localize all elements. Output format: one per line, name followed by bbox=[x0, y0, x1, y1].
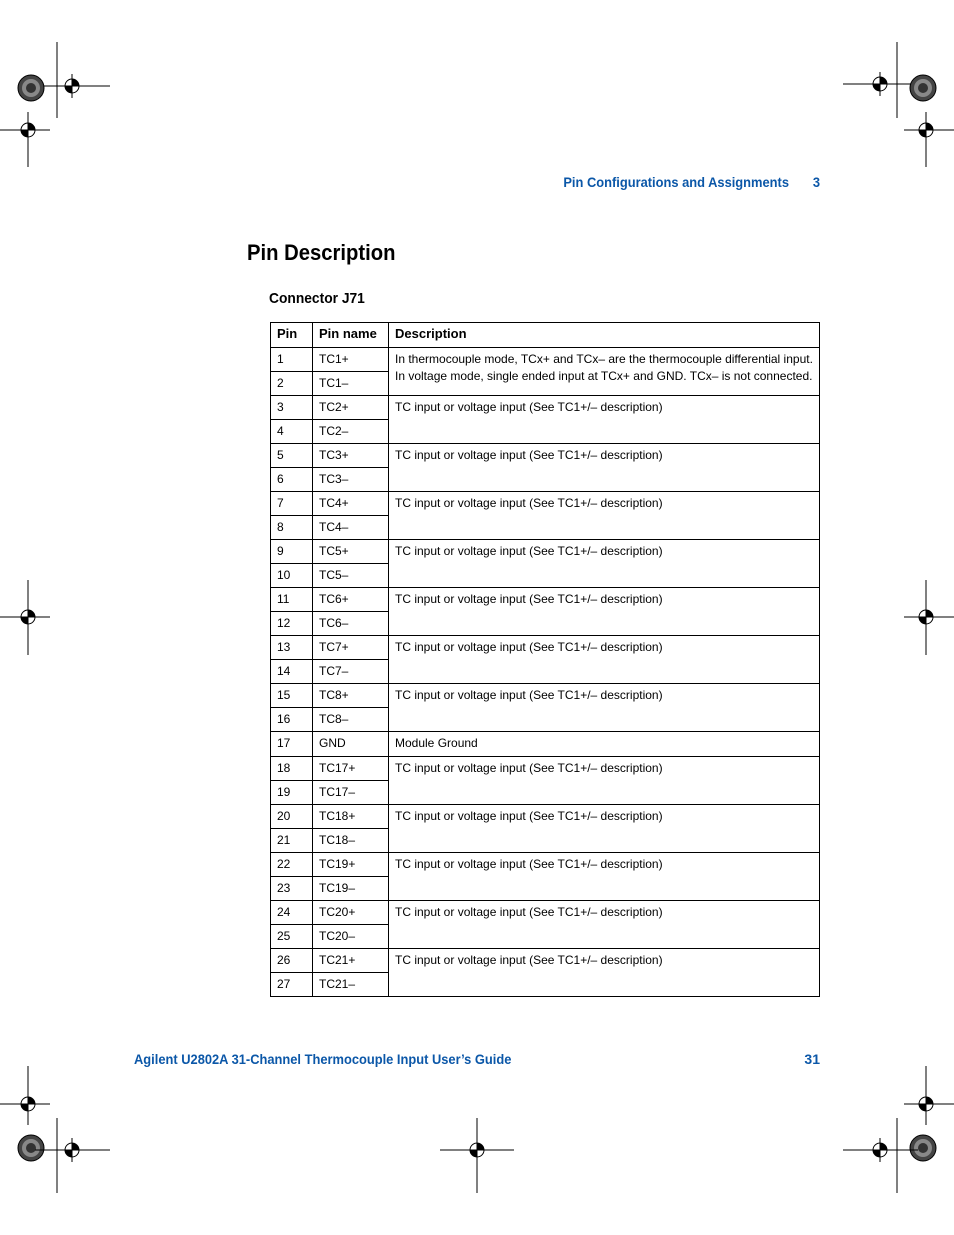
pin-name-cell: TC7+ bbox=[313, 636, 389, 660]
chapter-number: 3 bbox=[812, 174, 820, 190]
pin-number-cell: 8 bbox=[271, 516, 313, 540]
pin-number-cell: 24 bbox=[271, 901, 313, 925]
pin-number-cell: 27 bbox=[271, 973, 313, 997]
pin-number-cell: 4 bbox=[271, 420, 313, 444]
crosshair-mark-icon bbox=[465, 1138, 489, 1162]
pin-number-cell: 11 bbox=[271, 588, 313, 612]
crosshair-mark-icon bbox=[60, 1138, 84, 1162]
pin-name-cell: TC8+ bbox=[313, 684, 389, 708]
crosshair-mark-icon bbox=[868, 72, 892, 96]
description-cell: TC input or voltage input (See TC1+/– description) bbox=[389, 853, 820, 901]
pin-number-cell: 10 bbox=[271, 564, 313, 588]
pin-number-cell: 26 bbox=[271, 949, 313, 973]
section-title: Connector J71 bbox=[269, 290, 365, 307]
header-pin-name: Pin name bbox=[313, 323, 389, 348]
crosshair-mark-icon bbox=[868, 1138, 892, 1162]
pin-number-cell: 17 bbox=[271, 732, 313, 757]
pin-name-cell: TC17+ bbox=[313, 757, 389, 781]
crosshair-mark-icon bbox=[914, 118, 938, 142]
description-cell: In thermocouple mode, TCx+ and TCx– are the thermocouple differential input. In voltage mode, single ended input at TCx+ and GND. TCx– is not connected. bbox=[389, 348, 820, 396]
pin-name-cell: TC8– bbox=[313, 708, 389, 732]
pin-name-cell: TC2– bbox=[313, 420, 389, 444]
pin-number-cell: 25 bbox=[271, 925, 313, 949]
pin-name-cell: TC3– bbox=[313, 468, 389, 492]
description-cell: TC input or voltage input (See TC1+/– description) bbox=[389, 757, 820, 805]
pin-name-cell: GND bbox=[313, 732, 389, 757]
star-target-icon bbox=[18, 1135, 44, 1161]
pin-number-cell: 6 bbox=[271, 468, 313, 492]
pin-name-cell: TC20– bbox=[313, 925, 389, 949]
pin-number-cell: 12 bbox=[271, 612, 313, 636]
pin-name-cell: TC19– bbox=[313, 877, 389, 901]
pin-name-cell: TC5– bbox=[313, 564, 389, 588]
pin-number-cell: 20 bbox=[271, 805, 313, 829]
pin-number-cell: 16 bbox=[271, 708, 313, 732]
pin-number-cell: 7 bbox=[271, 492, 313, 516]
description-cell: TC input or voltage input (See TC1+/– description) bbox=[389, 805, 820, 853]
description-cell: TC input or voltage input (See TC1+/– description) bbox=[389, 636, 820, 684]
crosshair-mark-icon bbox=[16, 605, 40, 629]
description-cell: Module Ground bbox=[389, 732, 820, 757]
pin-number-cell: 13 bbox=[271, 636, 313, 660]
description-cell: TC input or voltage input (See TC1+/– description) bbox=[389, 588, 820, 636]
pin-name-cell: TC1– bbox=[313, 372, 389, 396]
crosshair-mark-icon bbox=[60, 74, 84, 98]
page-number: 31 bbox=[804, 1051, 820, 1067]
description-cell: TC input or voltage input (See TC1+/– description) bbox=[389, 949, 820, 997]
star-target-icon bbox=[18, 75, 44, 101]
pin-number-cell: 3 bbox=[271, 396, 313, 420]
crosshair-mark-icon bbox=[914, 1092, 938, 1116]
pin-number-cell: 19 bbox=[271, 781, 313, 805]
pin-name-cell: TC4– bbox=[313, 516, 389, 540]
pin-number-cell: 2 bbox=[271, 372, 313, 396]
description-cell: TC input or voltage input (See TC1+/– description) bbox=[389, 396, 820, 444]
pin-number-cell: 23 bbox=[271, 877, 313, 901]
pin-name-cell: TC18– bbox=[313, 829, 389, 853]
pin-number-cell: 22 bbox=[271, 853, 313, 877]
header-pin: Pin bbox=[271, 323, 313, 348]
description-cell: TC input or voltage input (See TC1+/– description) bbox=[389, 684, 820, 732]
pin-number-cell: 21 bbox=[271, 829, 313, 853]
pin-name-cell: TC7– bbox=[313, 660, 389, 684]
pin-name-cell: TC6– bbox=[313, 612, 389, 636]
pin-name-cell: TC17– bbox=[313, 781, 389, 805]
pin-name-cell: TC20+ bbox=[313, 901, 389, 925]
document-title: Agilent U2802A 31-Channel Thermocouple Input User’s Guide bbox=[134, 1051, 512, 1067]
pin-name-cell: TC19+ bbox=[313, 853, 389, 877]
pin-number-cell: 18 bbox=[271, 757, 313, 781]
pin-number-cell: 9 bbox=[271, 540, 313, 564]
description-cell: TC input or voltage input (See TC1+/– description) bbox=[389, 444, 820, 492]
page-title: Pin Description bbox=[247, 240, 396, 265]
description-cell: TC input or voltage input (See TC1+/– description) bbox=[389, 492, 820, 540]
star-target-icon bbox=[910, 1135, 936, 1161]
pin-name-cell: TC5+ bbox=[313, 540, 389, 564]
chapter-title: Pin Configurations and Assignments bbox=[563, 174, 789, 190]
crosshair-mark-icon bbox=[914, 605, 938, 629]
pin-number-cell: 5 bbox=[271, 444, 313, 468]
star-target-icon bbox=[910, 75, 936, 101]
pin-name-cell: TC2+ bbox=[313, 396, 389, 420]
pin-number-cell: 15 bbox=[271, 684, 313, 708]
pin-number-cell: 1 bbox=[271, 348, 313, 372]
pin-name-cell: TC21– bbox=[313, 973, 389, 997]
pin-name-cell: TC18+ bbox=[313, 805, 389, 829]
description-cell: TC input or voltage input (See TC1+/– description) bbox=[389, 540, 820, 588]
crosshair-mark-icon bbox=[16, 118, 40, 142]
pin-name-cell: TC21+ bbox=[313, 949, 389, 973]
pin-name-cell: TC1+ bbox=[313, 348, 389, 372]
pin-number-cell: 14 bbox=[271, 660, 313, 684]
crosshair-mark-icon bbox=[16, 1092, 40, 1116]
pin-name-cell: TC3+ bbox=[313, 444, 389, 468]
header-description: Description bbox=[389, 323, 820, 348]
pin-name-cell: TC4+ bbox=[313, 492, 389, 516]
description-cell: TC input or voltage input (See TC1+/– description) bbox=[389, 901, 820, 949]
pin-name-cell: TC6+ bbox=[313, 588, 389, 612]
